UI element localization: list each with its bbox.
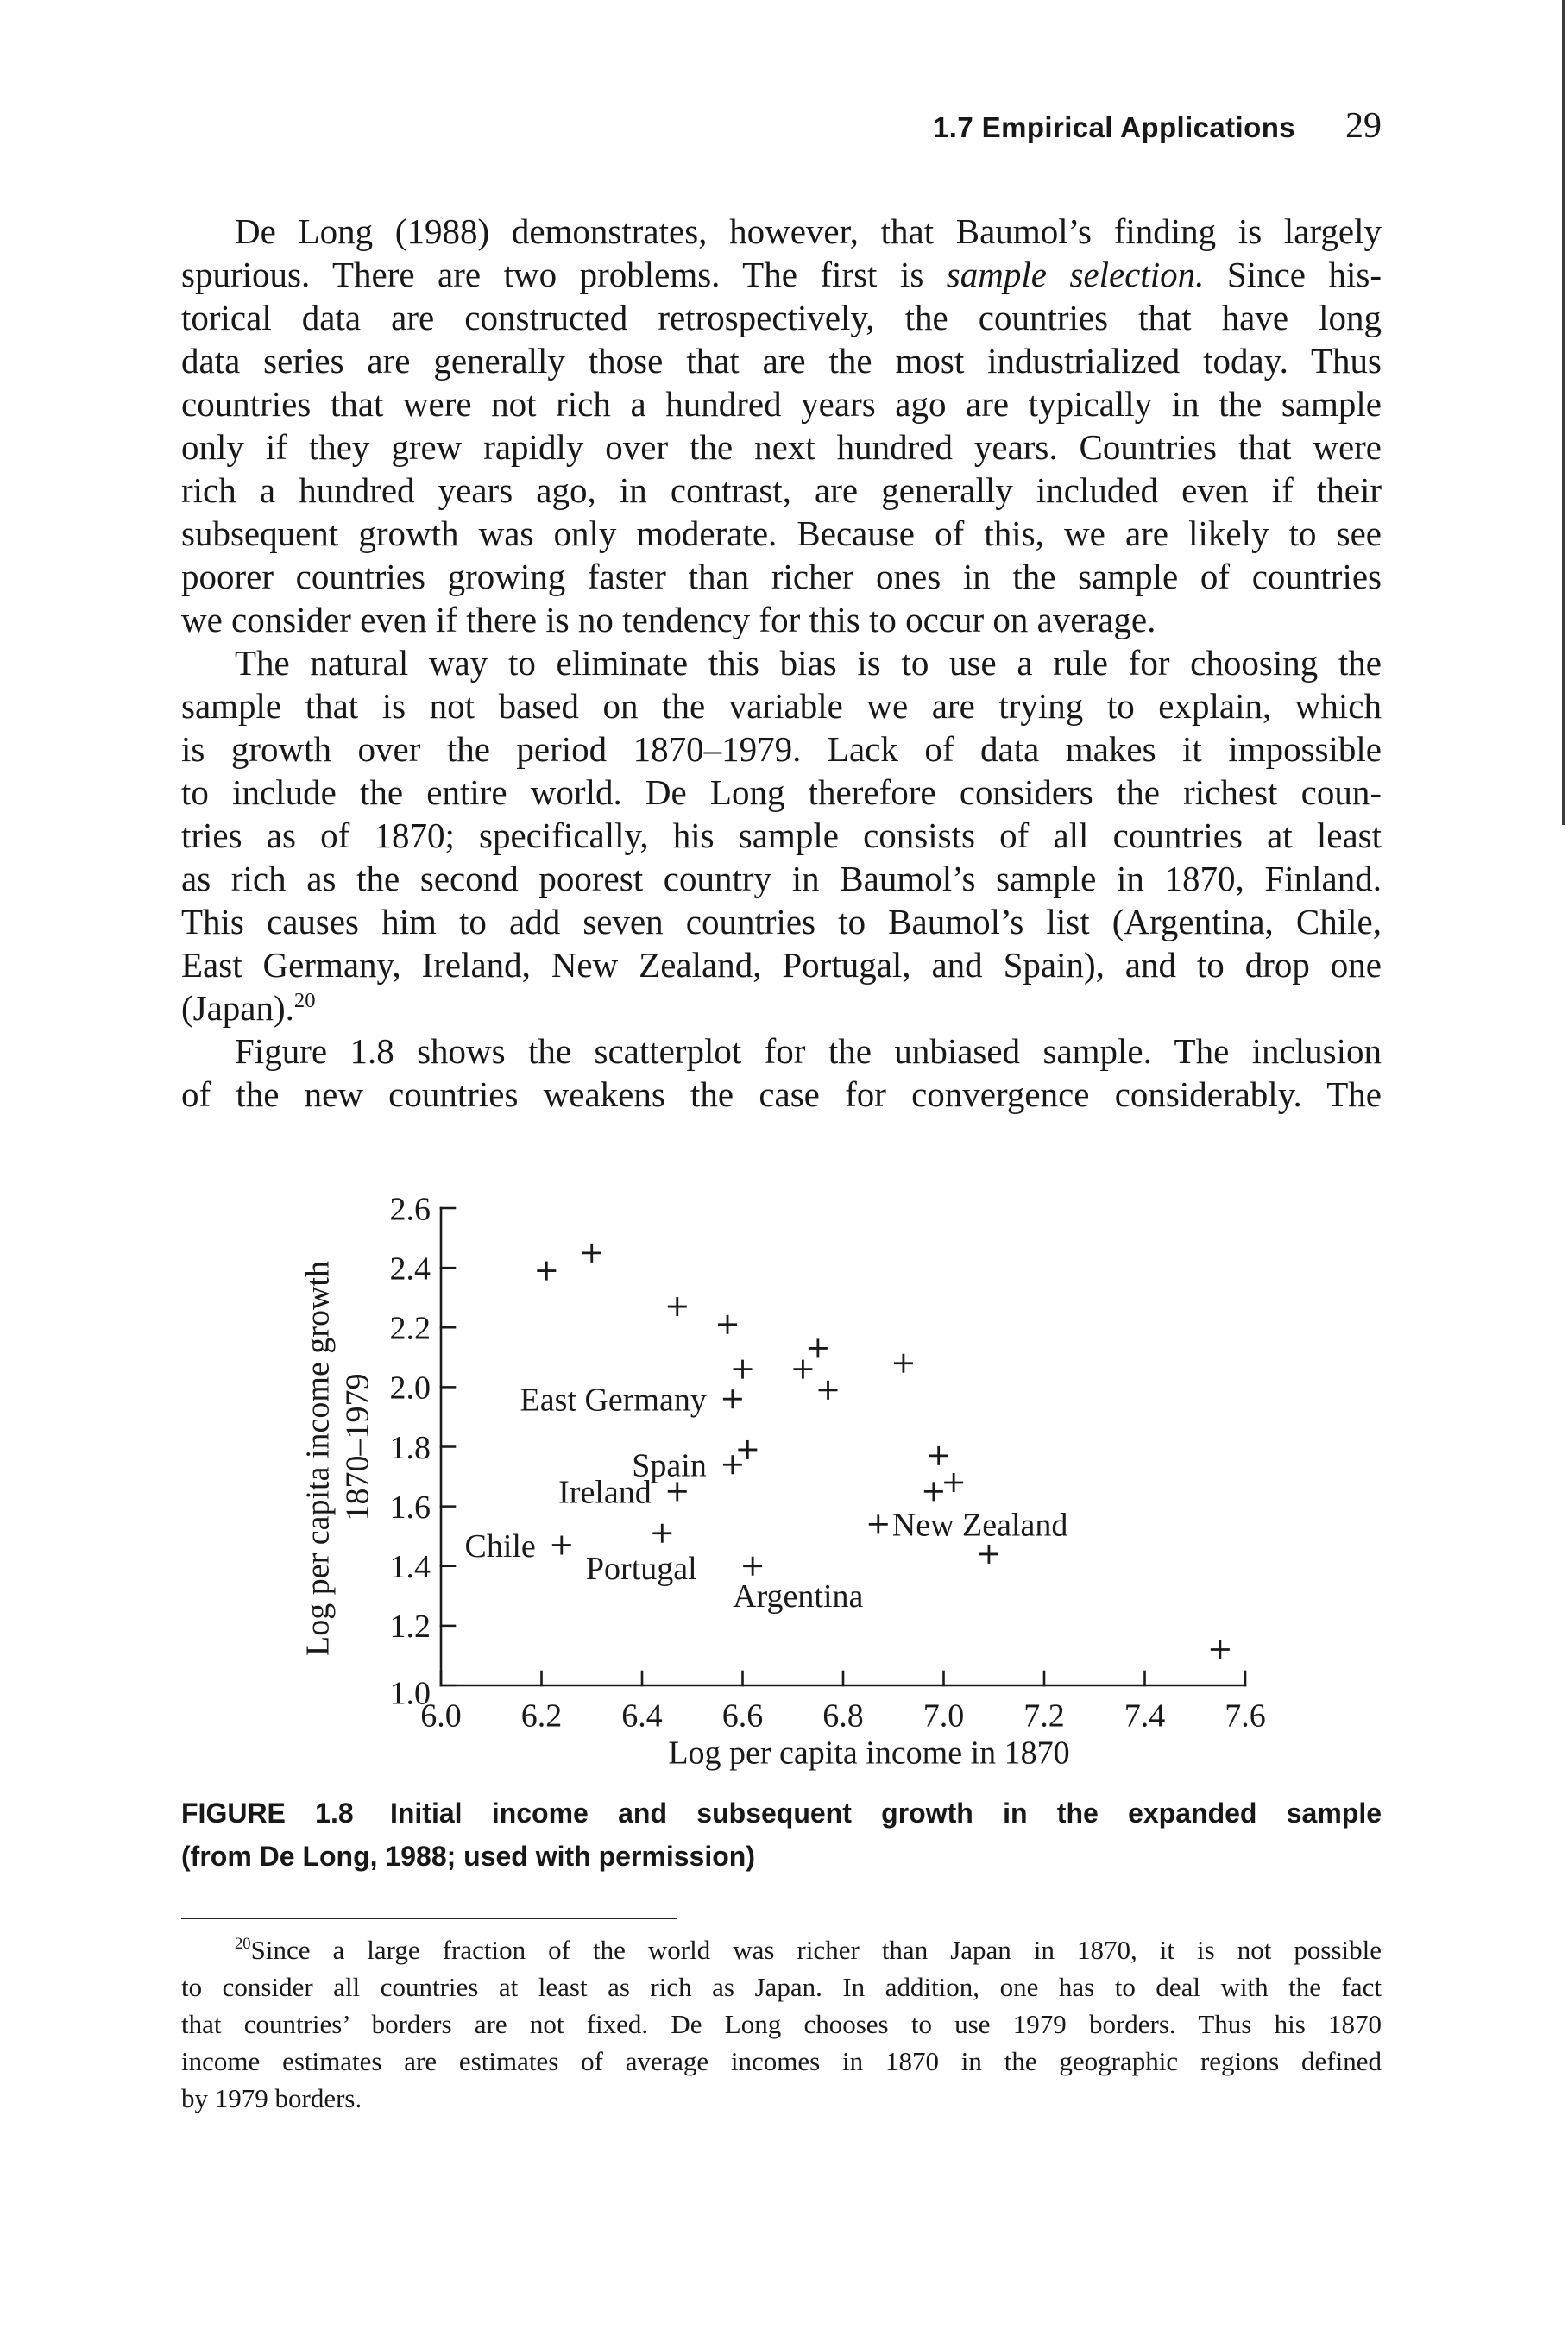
- x-tick-label: 6.6: [721, 1697, 764, 1735]
- data-point: [718, 1315, 737, 1334]
- point-label: New Zealand: [891, 1507, 1068, 1544]
- footnote-line: that countries’ borders are not fixed. De Long chooses to use 1979 borders. Thus his 1870: [181, 2009, 1382, 2039]
- body-line: we consider even if there is no tendency for this to occur on average.: [181, 600, 1156, 639]
- x-tick-label: 7.6: [1225, 1697, 1266, 1735]
- data-point: [809, 1338, 828, 1357]
- x-tick-label: 7.2: [1023, 1697, 1065, 1735]
- page-edge-line: [1562, 0, 1565, 825]
- data-point: [723, 1389, 742, 1408]
- footnote-rule: [181, 1918, 677, 1919]
- body-line: only if they grew rapidly over the next hundred years. Countries that were: [181, 427, 1382, 467]
- body-line: De Long (1988) demonstrates, however, that Baumol’s finding is largely: [235, 211, 1382, 251]
- page-number: 29: [1345, 106, 1382, 146]
- body-line: as rich as the second poorest country in Baumol’s sample in 1870, Finland.: [181, 859, 1382, 898]
- data-point: [537, 1262, 556, 1281]
- x-tick-label: 7.4: [1124, 1697, 1166, 1735]
- text-segment: (Japan).: [181, 988, 294, 1028]
- point-label: Spain: [632, 1447, 707, 1484]
- point-label: East Germany: [520, 1382, 707, 1419]
- body-line: subsequent growth was only moderate. Because of this, we are likely to see: [181, 513, 1382, 553]
- footnote-line: income estimates are estimates of average incomes in 1870 in the geographic regions defined: [181, 2046, 1382, 2076]
- caption-line: [181, 1792, 1382, 1835]
- paragraph: [181, 1030, 1382, 1116]
- data-point: [924, 1482, 943, 1501]
- y-axis-label: Log per capita income growth: [299, 1261, 337, 1656]
- running-head: [181, 104, 1382, 148]
- body-line: is growth over the period 1870–1979. Lack of data makes it impossible: [181, 729, 1382, 769]
- y-tick-label: 2.4: [389, 1250, 431, 1288]
- body-line: rich a hundred years ago, in contrast, are generally included even if their: [181, 470, 1382, 510]
- data-point: [668, 1297, 687, 1316]
- x-tick-label: 7.0: [923, 1697, 965, 1735]
- axes: [390, 1191, 1266, 1734]
- caption-title: Initial income and subsequent growth in the expanded sample: [389, 1798, 1382, 1829]
- body-line: This causes him to add seven countries to Baumol’s list (Argentina, Chile,: [181, 902, 1382, 941]
- body-line: sample that is not based on the variable we are trying to explain, which: [181, 686, 1382, 726]
- body-line: poorer countries growing faster than richer ones in the sample of countries: [181, 557, 1382, 596]
- footnote-line: to consider all countries at least as rich as Japan. In addition, one has to deal with the fact: [181, 1972, 1382, 2002]
- body-line: East Germany, Ireland, New Zealand, Portugal, and Spain), and to drop one: [181, 945, 1382, 985]
- y-tick-label: 2.2: [389, 1310, 431, 1347]
- data-point: [869, 1514, 888, 1533]
- paragraph: [181, 641, 1382, 1030]
- y-tick-label: 2.0: [389, 1370, 431, 1407]
- data-point: [738, 1440, 757, 1459]
- body-line: to include the entire world. De Long therefore considers the richest coun-: [181, 772, 1382, 812]
- x-tick-label: 6.2: [520, 1697, 563, 1735]
- footnote-number: 20: [235, 1935, 251, 1954]
- x-tick-label: 6.0: [420, 1697, 462, 1735]
- data-point: [979, 1545, 998, 1564]
- x-axis-label: Log per capita income in 1870: [668, 1735, 1070, 1772]
- data-point: [819, 1381, 838, 1400]
- point-label: Chile: [464, 1527, 536, 1565]
- footnote-line: [181, 1931, 1382, 1968]
- italic-term: sample selection.: [946, 255, 1205, 294]
- x-tick-label: 6.8: [822, 1697, 864, 1735]
- data-point: [668, 1482, 687, 1501]
- y-tick-label: 1.2: [389, 1609, 431, 1646]
- figure-number: FIGURE 1.8: [181, 1798, 354, 1829]
- y-tick-label: 1.0: [389, 1675, 431, 1712]
- y-tick-label: 1.6: [389, 1489, 431, 1526]
- footnote-line: by 1979 borders.: [181, 2083, 362, 2113]
- data-point: [652, 1524, 671, 1543]
- data-point: [552, 1536, 571, 1555]
- figure-caption: [181, 1792, 1382, 1878]
- text-segment: Since a large fraction of the world was richer than Japan in 1870, it is not possible: [250, 1935, 1382, 1965]
- point-labels: [464, 1382, 1067, 1615]
- body-line: torical data are constructed retrospectively, the countries that have long: [181, 298, 1382, 337]
- scatter-chart: [0, 1165, 1568, 1786]
- data-point: [793, 1360, 812, 1379]
- data-point: [1211, 1640, 1230, 1659]
- data-point: [894, 1354, 913, 1373]
- body-line: data series are generally those that are the most industrialized today. Thus: [181, 341, 1382, 381]
- body-line: [181, 253, 1382, 296]
- data-point: [723, 1455, 742, 1474]
- y-tick-label: 1.4: [389, 1549, 431, 1586]
- text-segment: spurious. There are two problems. The first is: [181, 255, 947, 294]
- body-line: [181, 986, 1382, 1030]
- body-line: countries that were not rich a hundred years ago are typically in the sample: [181, 384, 1382, 424]
- footnote-ref: 20: [293, 988, 316, 1012]
- body-line: of the new countries weakens the case for convergence considerably. The: [181, 1074, 1382, 1114]
- body-line: The natural way to eliminate this bias is to use a rule for choosing the: [235, 643, 1382, 683]
- data-point: [944, 1473, 963, 1492]
- caption-line: (from De Long, 1988; used with permission): [181, 1841, 755, 1872]
- data-point: [929, 1446, 948, 1465]
- point-label: Argentina: [733, 1578, 864, 1615]
- data-point: [743, 1557, 762, 1576]
- body-text: [181, 210, 1382, 1116]
- data-point: [734, 1360, 753, 1379]
- paragraph: [181, 210, 1382, 641]
- body-line: Figure 1.8 shows the scatterplot for the unbiased sample. The inclusion: [235, 1031, 1382, 1071]
- y-axis-label-period: 1870–1979: [339, 1373, 376, 1521]
- section-title: 1.7 Empirical Applications: [933, 111, 1295, 143]
- x-tick-label: 6.4: [621, 1697, 663, 1735]
- point-label: Ireland: [558, 1474, 652, 1511]
- data-point: [582, 1244, 601, 1263]
- text-segment: Since his-: [1204, 255, 1382, 294]
- y-tick-label: 1.8: [389, 1429, 431, 1466]
- point-label: Portugal: [585, 1551, 697, 1588]
- footnote: [181, 1931, 1382, 2117]
- y-tick-label: 2.6: [389, 1191, 431, 1228]
- body-line: tries as of 1870; specifically, his sample consists of all countries at least: [181, 816, 1382, 855]
